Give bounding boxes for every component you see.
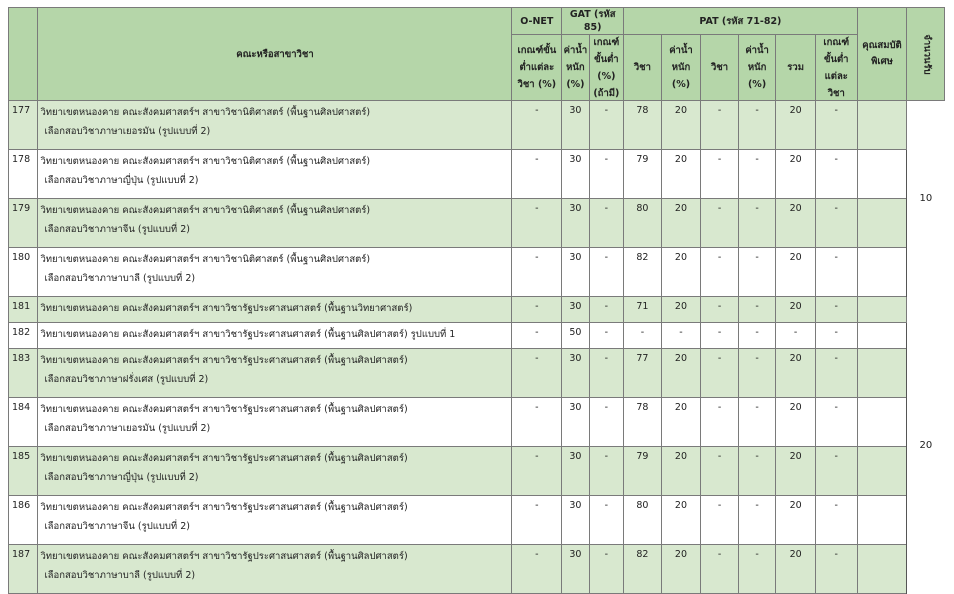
pat-weight-2: - [738, 496, 776, 545]
gat-min: - [589, 297, 624, 323]
pat-weight-1: 20 [661, 398, 701, 447]
program-line-1: วิทยาเขตหนองคาย คณะสังคมศาสตร์ฯ สาขาวิชารัฐประศาสนศาสตร์ (พื้นฐานศิลปศาสตร์) [40, 551, 408, 562]
pat-weight-1: 20 [661, 199, 701, 248]
gat-weight: 30 [562, 248, 589, 297]
table-row [9, 545, 945, 594]
gat-weight: 30 [562, 101, 589, 150]
program-line-1: วิทยาเขตหนองคาย คณะสังคมศาสตร์ฯ สาขาวิชารัฐประศาสนศาสตร์ (พื้นฐานศิลปศาสตร์) [40, 404, 408, 415]
special-qualification [857, 323, 907, 349]
pat-subject-2: - [701, 496, 739, 545]
pat-subject-2: - [701, 199, 739, 248]
special-qualification [857, 398, 907, 447]
program-line-1: วิทยาเขตหนองคาย คณะสังคมศาสตร์ฯ สาขาวิชานิติศาสตร์ (พื้นฐานศิลปศาสตร์) [40, 205, 371, 216]
gat-weight: 30 [562, 349, 589, 398]
onet-min: - [512, 496, 562, 545]
admission-criteria-table [8, 7, 945, 594]
table-row [9, 349, 945, 398]
pat-min: - [815, 323, 857, 349]
header-pat-min: เกณฑ์ขั้นต่ำแต่ละวิชา [815, 35, 857, 101]
row-number: 184 [9, 398, 38, 447]
table-row [9, 323, 945, 349]
table-row [9, 248, 945, 297]
pat-weight-1: 20 [661, 248, 701, 297]
pat-weight-2: - [738, 150, 776, 199]
header-pat-subject-1: วิชา [624, 35, 662, 101]
pat-weight-2: - [738, 447, 776, 496]
pat-total: 20 [776, 248, 816, 297]
row-number: 180 [9, 248, 38, 297]
special-qualification [857, 447, 907, 496]
pat-total: - [776, 323, 816, 349]
gat-weight: 30 [562, 150, 589, 199]
pat-min: - [815, 297, 857, 323]
amount-public-admin-group: 20 [907, 297, 945, 594]
pat-min: - [815, 248, 857, 297]
program-name [38, 199, 512, 248]
pat-subject-2: - [701, 447, 739, 496]
pat-min: - [815, 150, 857, 199]
special-qualification [857, 150, 907, 199]
gat-weight: 30 [562, 447, 589, 496]
pat-weight-1: 20 [661, 447, 701, 496]
pat-subject-1: - [624, 323, 662, 349]
gat-min: - [589, 323, 624, 349]
pat-subject-1: 79 [624, 150, 662, 199]
pat-min: - [815, 545, 857, 594]
pat-subject-2: - [701, 323, 739, 349]
gat-min: - [589, 447, 624, 496]
pat-weight-1: - [661, 323, 701, 349]
row-number: 186 [9, 496, 38, 545]
gat-min: - [589, 545, 624, 594]
pat-subject-1: 78 [624, 101, 662, 150]
program-name [38, 398, 512, 447]
onet-min: - [512, 199, 562, 248]
row-number: 178 [9, 150, 38, 199]
table-row [9, 297, 945, 323]
gat-min: - [589, 496, 624, 545]
table-row [9, 150, 945, 199]
header-gat-min: เกณฑ์ขั้นต่ำ (%) (ถ้ามี) [589, 35, 624, 101]
header-onet: O-NET [512, 8, 562, 35]
admission-table-wrapper [8, 7, 945, 594]
program-line-2: เลือกสอบวิชาภาษาจีน (รูปแบบที่ 2) [44, 521, 190, 532]
program-name [38, 323, 512, 349]
pat-subject-2: - [701, 101, 739, 150]
pat-subject-2: - [701, 545, 739, 594]
row-number: 179 [9, 199, 38, 248]
pat-weight-1: 20 [661, 545, 701, 594]
pat-weight-1: 20 [661, 297, 701, 323]
pat-total: 20 [776, 199, 816, 248]
program-name [38, 545, 512, 594]
pat-weight-2: - [738, 297, 776, 323]
program-line-2: เลือกสอบวิชาภาษาเยอรมัน (รูปแบบที่ 2) [44, 423, 211, 434]
onet-min: - [512, 248, 562, 297]
onet-min: - [512, 398, 562, 447]
gat-weight: 30 [562, 297, 589, 323]
row-number: 177 [9, 101, 38, 150]
gat-min: - [589, 248, 624, 297]
pat-weight-1: 20 [661, 101, 701, 150]
pat-subject-1: 78 [624, 398, 662, 447]
pat-weight-2: - [738, 323, 776, 349]
row-number: 182 [9, 323, 38, 349]
pat-min: - [815, 447, 857, 496]
row-number: 185 [9, 447, 38, 496]
program-line-2: เลือกสอบวิชาภาษาบาลี (รูปแบบที่ 2) [44, 570, 196, 581]
special-qualification [857, 101, 907, 150]
pat-subject-1: 80 [624, 199, 662, 248]
header-pat: PAT (รหัส 71-82) [624, 8, 857, 35]
gat-weight: 50 [562, 323, 589, 349]
program-name [38, 101, 512, 150]
program-line-2: เลือกสอบวิชาภาษาฝรั่งเศส (รูปแบบที่ 2) [44, 374, 209, 385]
onet-min: - [512, 150, 562, 199]
program-line-1: วิทยาเขตหนองคาย คณะสังคมศาสตร์ฯ สาขาวิชารัฐประศาสนศาสตร์ (พื้นฐานศิลปศาสตร์) [40, 502, 408, 513]
pat-weight-2: - [738, 349, 776, 398]
pat-weight-2: - [738, 248, 776, 297]
gat-min: - [589, 349, 624, 398]
pat-total: 20 [776, 101, 816, 150]
special-qualification [857, 496, 907, 545]
header-blank [9, 8, 38, 101]
onet-min: - [512, 349, 562, 398]
pat-weight-2: - [738, 199, 776, 248]
pat-min: - [815, 496, 857, 545]
amount-law-group: 10 [907, 101, 945, 297]
special-qualification [857, 199, 907, 248]
onet-min: - [512, 447, 562, 496]
table-row [9, 101, 945, 150]
pat-total: 20 [776, 545, 816, 594]
program-line-2: เลือกสอบวิชาภาษาเยอรมัน (รูปแบบที่ 2) [44, 126, 211, 137]
header-special: คุณสมบัติพิเศษ [857, 8, 907, 101]
pat-weight-1: 20 [661, 150, 701, 199]
gat-weight: 30 [562, 199, 589, 248]
program-name [38, 496, 512, 545]
program-name [38, 447, 512, 496]
pat-subject-1: 80 [624, 496, 662, 545]
onet-min: - [512, 323, 562, 349]
program-line-1: วิทยาเขตหนองคาย คณะสังคมศาสตร์ฯ สาขาวิชานิติศาสตร์ (พื้นฐานศิลปศาสตร์) [40, 254, 371, 265]
program-name [38, 297, 512, 323]
row-number: 181 [9, 297, 38, 323]
row-number: 183 [9, 349, 38, 398]
header-amount: จำนวนรับ [907, 8, 945, 101]
program-line-2: เลือกสอบวิชาภาษาญี่ปุ่น (รูปแบบที่ 2) [44, 472, 199, 483]
pat-subject-1: 79 [624, 447, 662, 496]
table-row [9, 199, 945, 248]
gat-min: - [589, 101, 624, 150]
header-pat-subject-2: วิชา [701, 35, 739, 101]
pat-min: - [815, 349, 857, 398]
gat-min: - [589, 199, 624, 248]
pat-subject-2: - [701, 349, 739, 398]
pat-subject-2: - [701, 150, 739, 199]
pat-weight-1: 20 [661, 496, 701, 545]
program-line-1: วิทยาเขตหนองคาย คณะสังคมศาสตร์ฯ สาขาวิชานิติศาสตร์ (พื้นฐานศิลปศาสตร์) [40, 107, 371, 118]
program-line-1: วิทยาเขตหนองคาย คณะสังคมศาสตร์ฯ สาขาวิชารัฐประศาสนศาสตร์ (พื้นฐานศิลปศาสตร์) รูปแบบที่ 1 [40, 329, 456, 340]
header-gat: GAT (รหัส 85) [562, 8, 624, 35]
header-pat-weight-1: ค่าน้ำหนัก (%) [661, 35, 701, 101]
pat-total: 20 [776, 496, 816, 545]
header-pat-total: รวม [776, 35, 816, 101]
pat-weight-2: - [738, 398, 776, 447]
pat-weight-2: - [738, 545, 776, 594]
pat-total: 20 [776, 349, 816, 398]
special-qualification [857, 545, 907, 594]
row-number: 187 [9, 545, 38, 594]
program-line-2: เลือกสอบวิชาภาษาญี่ปุ่น (รูปแบบที่ 2) [44, 175, 199, 186]
special-qualification [857, 297, 907, 323]
special-qualification [857, 248, 907, 297]
program-line-1: วิทยาเขตหนองคาย คณะสังคมศาสตร์ฯ สาขาวิชานิติศาสตร์ (พื้นฐานศิลปศาสตร์) [40, 156, 371, 167]
pat-total: 20 [776, 297, 816, 323]
pat-min: - [815, 101, 857, 150]
pat-subject-2: - [701, 398, 739, 447]
pat-weight-2: - [738, 101, 776, 150]
pat-total: 20 [776, 447, 816, 496]
header-faculty: คณะหรือสาขาวิชา [38, 8, 512, 101]
pat-subject-2: - [701, 248, 739, 297]
program-name [38, 248, 512, 297]
pat-total: 20 [776, 150, 816, 199]
pat-total: 20 [776, 398, 816, 447]
onet-min: - [512, 545, 562, 594]
pat-min: - [815, 398, 857, 447]
program-line-1: วิทยาเขตหนองคาย คณะสังคมศาสตร์ฯ สาขาวิชารัฐประศาสนศาสตร์ (พื้นฐานศิลปศาสตร์) [40, 355, 408, 366]
pat-subject-1: 71 [624, 297, 662, 323]
pat-subject-2: - [701, 297, 739, 323]
pat-min: - [815, 199, 857, 248]
header-onet-min: เกณฑ์ขั้นต่ำแต่ละวิชา (%) [512, 35, 562, 101]
gat-weight: 30 [562, 496, 589, 545]
program-name [38, 349, 512, 398]
pat-subject-1: 82 [624, 545, 662, 594]
gat-min: - [589, 150, 624, 199]
program-line-2: เลือกสอบวิชาภาษาจีน (รูปแบบที่ 2) [44, 224, 190, 235]
onet-min: - [512, 101, 562, 150]
pat-subject-1: 77 [624, 349, 662, 398]
program-line-1: วิทยาเขตหนองคาย คณะสังคมศาสตร์ฯ สาขาวิชารัฐประศาสนศาสตร์ (พื้นฐานศิลปศาสตร์) [40, 453, 408, 464]
table-row [9, 447, 945, 496]
gat-min: - [589, 398, 624, 447]
program-name [38, 150, 512, 199]
pat-weight-1: 20 [661, 349, 701, 398]
header-row-groups [9, 8, 945, 35]
header-pat-weight-2: ค่าน้ำหนัก (%) [738, 35, 776, 101]
program-line-2: เลือกสอบวิชาภาษาบาลี (รูปแบบที่ 2) [44, 273, 196, 284]
program-line-1: วิทยาเขตหนองคาย คณะสังคมศาสตร์ฯ สาขาวิชารัฐประศาสนศาสตร์ (พื้นฐานวิทยาศาสตร์) [40, 303, 413, 314]
onet-min: - [512, 297, 562, 323]
gat-weight: 30 [562, 545, 589, 594]
table-row [9, 496, 945, 545]
special-qualification [857, 349, 907, 398]
pat-subject-1: 82 [624, 248, 662, 297]
table-row [9, 398, 945, 447]
gat-weight: 30 [562, 398, 589, 447]
header-gat-weight: ค่าน้ำหนัก (%) [562, 35, 589, 101]
